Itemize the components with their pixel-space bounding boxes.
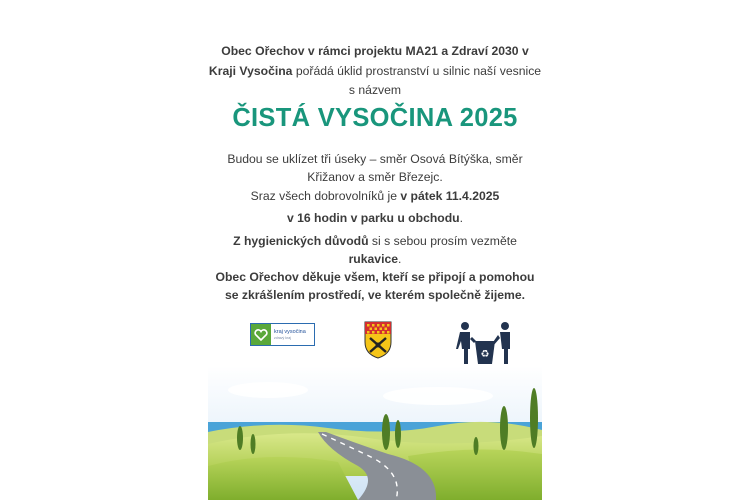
hygiene-rest: si s sebou prosím vezměte — [368, 234, 517, 248]
kraj-logo-subtext: zdravý kraj — [274, 335, 291, 340]
intro-rest: pořádá úklid prostranství u silnic naší vesnice s názvem — [292, 63, 542, 97]
hygiene-paragraph — [208, 233, 542, 268]
hygiene-gloves: rukavice — [348, 251, 399, 266]
meet-time: v 16 hodin v parku u obchodu — [286, 211, 460, 225]
route-paragraph: Budou se uklízet tři úseky – směr Osová Bítýška, směr Křižanov a směr Březejc. — [227, 152, 523, 184]
kraj-logo-text: kraj vysočina — [274, 328, 306, 335]
landscape-illustration — [208, 366, 542, 500]
intro-bold: Obec Ořechov v rámci projektu MA21 a Zdraví 2030 v Kraji Vysočina — [208, 44, 529, 78]
meet-paragraph — [208, 188, 542, 206]
time-paragraph — [208, 210, 542, 228]
hygiene-end: . — [398, 251, 402, 266]
time-suffix: . — [459, 211, 464, 225]
svg-text:♻: ♻ — [480, 349, 490, 360]
heart-icon — [251, 324, 271, 345]
intro-text — [208, 42, 542, 101]
event-title: ČISTÁ VYSOČINA 2025 — [232, 104, 518, 132]
coat-of-arms-icon — [363, 320, 393, 360]
hygiene-bold: Z hygienických důvodů — [233, 234, 369, 248]
meet-prefix: Sraz všech dobrovolníků je — [250, 189, 401, 203]
recycling-people-icon — [455, 319, 515, 369]
thanks-paragraph: Obec Ořechov děkuje všem, kteří se připojí a pomohou se zkrášlením prostředí, ve kterém společně žijeme. — [215, 270, 535, 302]
meet-date: v pátek 11.4.2025 — [400, 189, 500, 203]
kraj-vysocina-logo — [250, 323, 315, 346]
